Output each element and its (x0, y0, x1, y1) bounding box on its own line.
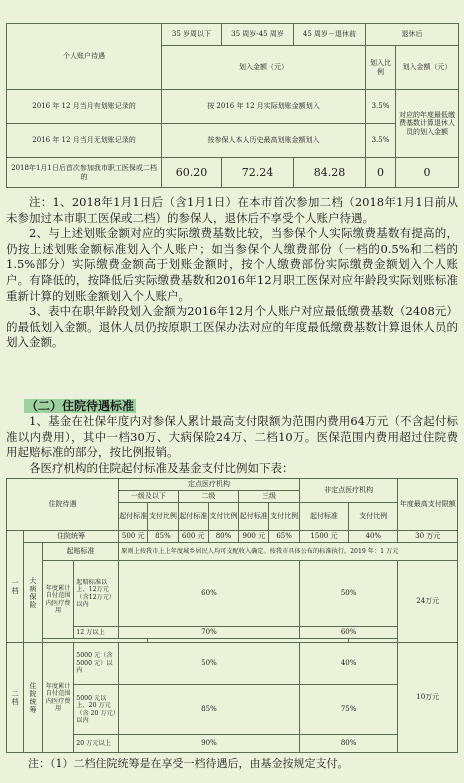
treatment-header: 住院待遇 (7, 479, 119, 531)
threshold-header: 起付标准 (178, 503, 208, 531)
note-2: 2、与上述划账金额对应的实际缴费基数比较，当参保个人实际缴费基数有提高的，仍按上述划账金额标准划入个人账户；如当参保个人缴费部份（一档的0.5%和二档的1.5%部分）实际缴费金额高于划账金额时，按个人缴费部份实际缴费金额划入个人账户。有降低的，按降低后实际缴费基数和2016年12月职工医保对应年龄段实际划账标准重新计算的划账金额划入个人账户。 (6, 226, 458, 303)
tier2-pct-designated: 90% (119, 735, 300, 753)
threshold-header: 起付标准 (299, 503, 348, 531)
hospitalization-table (6, 478, 458, 753)
nondesignated-header: 非定点医疗机构 (299, 479, 398, 503)
tier2-limit: 10万元 (398, 643, 458, 753)
level2-header: 二级 (178, 491, 239, 503)
allocation-amount-header: 划入金额（元） (162, 46, 366, 90)
ratio-header: 支付比例 (349, 503, 398, 531)
tier2-label: 二档 (7, 643, 24, 753)
cumulative-label: 年度累计自付范围内医疗费用 (42, 561, 73, 639)
notes (6, 195, 458, 351)
last-row-value: 0 (366, 158, 396, 188)
tier2-pct-non: 75% (299, 685, 398, 735)
ratio-header: 支付比例 (269, 503, 299, 531)
col-age2: 35 周岁-45 周岁 (222, 24, 294, 46)
annual-limit-header: 年度最高支付限额 (398, 479, 458, 531)
tier2-pct-designated: 50% (119, 643, 300, 685)
tier2-pct-non: 80% (299, 735, 398, 753)
col-retired: 退休后 (366, 24, 459, 46)
tier2-range: 5000 元（含 5000 元）以内 (74, 643, 119, 685)
hosp-value: 600 元 (178, 531, 208, 543)
big-pct-designated: 60% (119, 561, 300, 627)
row-header: 个人账户待遇 (7, 24, 162, 90)
allocation-ratio-header: 划入比例 (366, 46, 396, 90)
note-3: 3、表中在职年龄段划入金额为2016年12月个人账户对应最低缴费基数（2408元）的最低划入金额。退休人员仍按原职工医保办法对应的年度最低缴费基数计算退休人员的划入金额。 (6, 304, 458, 350)
tier2-fund-label: 住院统筹 (23, 643, 42, 753)
hosp-value: 500 元 (119, 531, 148, 543)
last-row-label: 2018年1月1日后首次参加我市职工医保或二档的 (7, 158, 162, 188)
big-pct-non: 50% (299, 561, 398, 627)
row-ratio: 3.5% (366, 124, 396, 158)
section-paragraph-1: 1、基金在社保年度内对参保人累计最高支付限额为范围内费用64万元（不含起付标准以内费用），其中一档30万、大病保险24万、二档10万。医保范围内费用超过住院费用起赔标准的部分，按比例报销。 (6, 414, 458, 460)
level3-header: 三级 (239, 491, 300, 503)
section-body (6, 414, 458, 476)
hosp-value: 900 元 (239, 531, 269, 543)
row-label: 2016 年 12 月当月无划账记录的 (7, 124, 162, 158)
level1-header: 一级及以下 (119, 491, 178, 503)
ratio-header: 支付比例 (148, 503, 178, 531)
big-limit: 24万元 (398, 561, 458, 643)
tier2-pct-designated: 85% (119, 685, 300, 735)
last-row-value: 0 (396, 158, 459, 188)
retired-note: 对应的年度最低缴费基数计算退休人员的划入金额 (396, 90, 459, 158)
big-illness-label: 大病保险 (23, 543, 42, 643)
section-paragraph-2: 各医疗机构的住院起付标准及基金支付比例如下表： (29, 460, 294, 475)
hosp-value: 30 万元 (398, 531, 458, 543)
footnote: 注：（1）二档住院统筹是在享受一档待遇后，由基金按规定支付。 (28, 757, 349, 770)
hosp-fund-label: 住院统筹 (23, 531, 118, 543)
big-range: 12 万以上 (74, 627, 119, 639)
ratio-header: 支付比例 (208, 503, 238, 531)
big-range: 起赔标准以上、12万元（含12万元）以内 (74, 561, 119, 627)
threshold-header: 起付标准 (119, 503, 148, 531)
hosp-value: 40% (349, 531, 398, 543)
big-pct-non: 60% (299, 627, 398, 639)
row-desc: 按参保人本人历史最高划账金额划入 (162, 124, 366, 158)
hosp-value: 80% (208, 531, 238, 543)
big-pct-designated: 70% (119, 627, 300, 639)
tier2-pct-non: 40% (299, 643, 398, 685)
hosp-value: 65% (269, 531, 299, 543)
threshold-header: 起付标准 (239, 503, 269, 531)
tier2-range: 5000 元以上、20 万元（含 20 万元）以内 (74, 685, 119, 735)
col-age1: 35 岁周以下 (162, 24, 222, 46)
personal-account-table (6, 23, 459, 188)
section-heading (6, 398, 458, 414)
tier2-range: 20 万元以上 (74, 735, 119, 753)
last-row-value: 60.20 (162, 158, 222, 188)
row-label: 2016 年 12 月当月有划账记录的 (7, 90, 162, 124)
cumulative-label: 年度累计自付范围内医疗费用 (42, 643, 73, 753)
threshold-label: 起赔标准 (42, 543, 118, 561)
threshold-note: 原则上按我市上上年度城乡居民人均可支配收入确定。按我市具体公布的标准执行。2019 年：1 万元 (119, 543, 458, 561)
hosp-value: 1500 元 (299, 531, 348, 543)
row-desc: 按 2016 年 12 月实际划账金额划入 (162, 90, 366, 124)
note-1: 注：1、2018年1月1日后（含1月1日）在本市首次参加二档（2018年1月1日前从未参加过本市职工医保或二档）的参保人，退休后不享受个人账户待遇。 (6, 195, 458, 225)
col-age3: 45 周岁－退休前 (294, 24, 366, 46)
hosp-value: 85% (148, 531, 178, 543)
last-row-value: 72.24 (222, 158, 294, 188)
designated-header: 定点医疗机构 (119, 479, 300, 491)
allocation-amount-retired-header: 划入金额（元） (396, 46, 459, 90)
last-row-value: 84.28 (294, 158, 366, 188)
section-heading-text: （二）住院待遇标准 (26, 399, 135, 413)
tier1-label: 一档 (7, 531, 24, 643)
row-ratio: 3.5% (366, 90, 396, 124)
